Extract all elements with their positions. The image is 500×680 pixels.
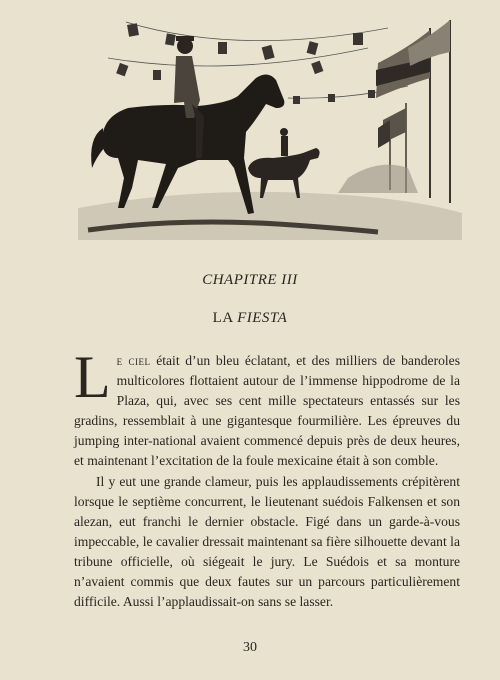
title-prefix: LA bbox=[212, 310, 233, 326]
paragraph-1-text: était d’un bleu éclatant, et des milliers de banderoles multicolores flottaient autour de l’immense hippodrome de la Plaza, qui, avec ses cent mille spectateurs entassés sur les gradins, ressemblait à une gigantesque fourmilière. Les épreuves du jumping inter-national avaient commencé depuis près de deux heures, et maintenant l’excitation de la foule mexicaine était à son comble. bbox=[74, 353, 461, 469]
page-number: 30 bbox=[243, 640, 257, 655]
body-text bbox=[74, 344, 461, 612]
title-italic-word: FIESTA bbox=[237, 310, 288, 326]
drop-cap: L bbox=[74, 344, 111, 410]
paragraph-2: Il y eut une grande clameur, puis les applaudissements crépitèrent lorsque le septième concurrent, le lieutenant suédois Falkensen et son alezan, eut franchi le dernier obstacle. Figé dans un garde-à-vous impeccable, le cavalier dressait maintenant sa fière silhouette devant la tribune officielle, où siégeait le jury. Le Suédois et sa monture n’avaient commis que deux fautes sur un parcours particulièrement difficile. Aussi l’applaudissait-on sans se lasser. bbox=[74, 473, 460, 610]
chapter-heading: CHAPITRE III bbox=[202, 272, 298, 288]
paragraph-1 bbox=[74, 344, 461, 472]
lead-smallcaps: e ciel bbox=[116, 354, 151, 368]
chapter-title bbox=[0, 310, 500, 327]
horse-riders-illustration bbox=[78, 8, 462, 240]
